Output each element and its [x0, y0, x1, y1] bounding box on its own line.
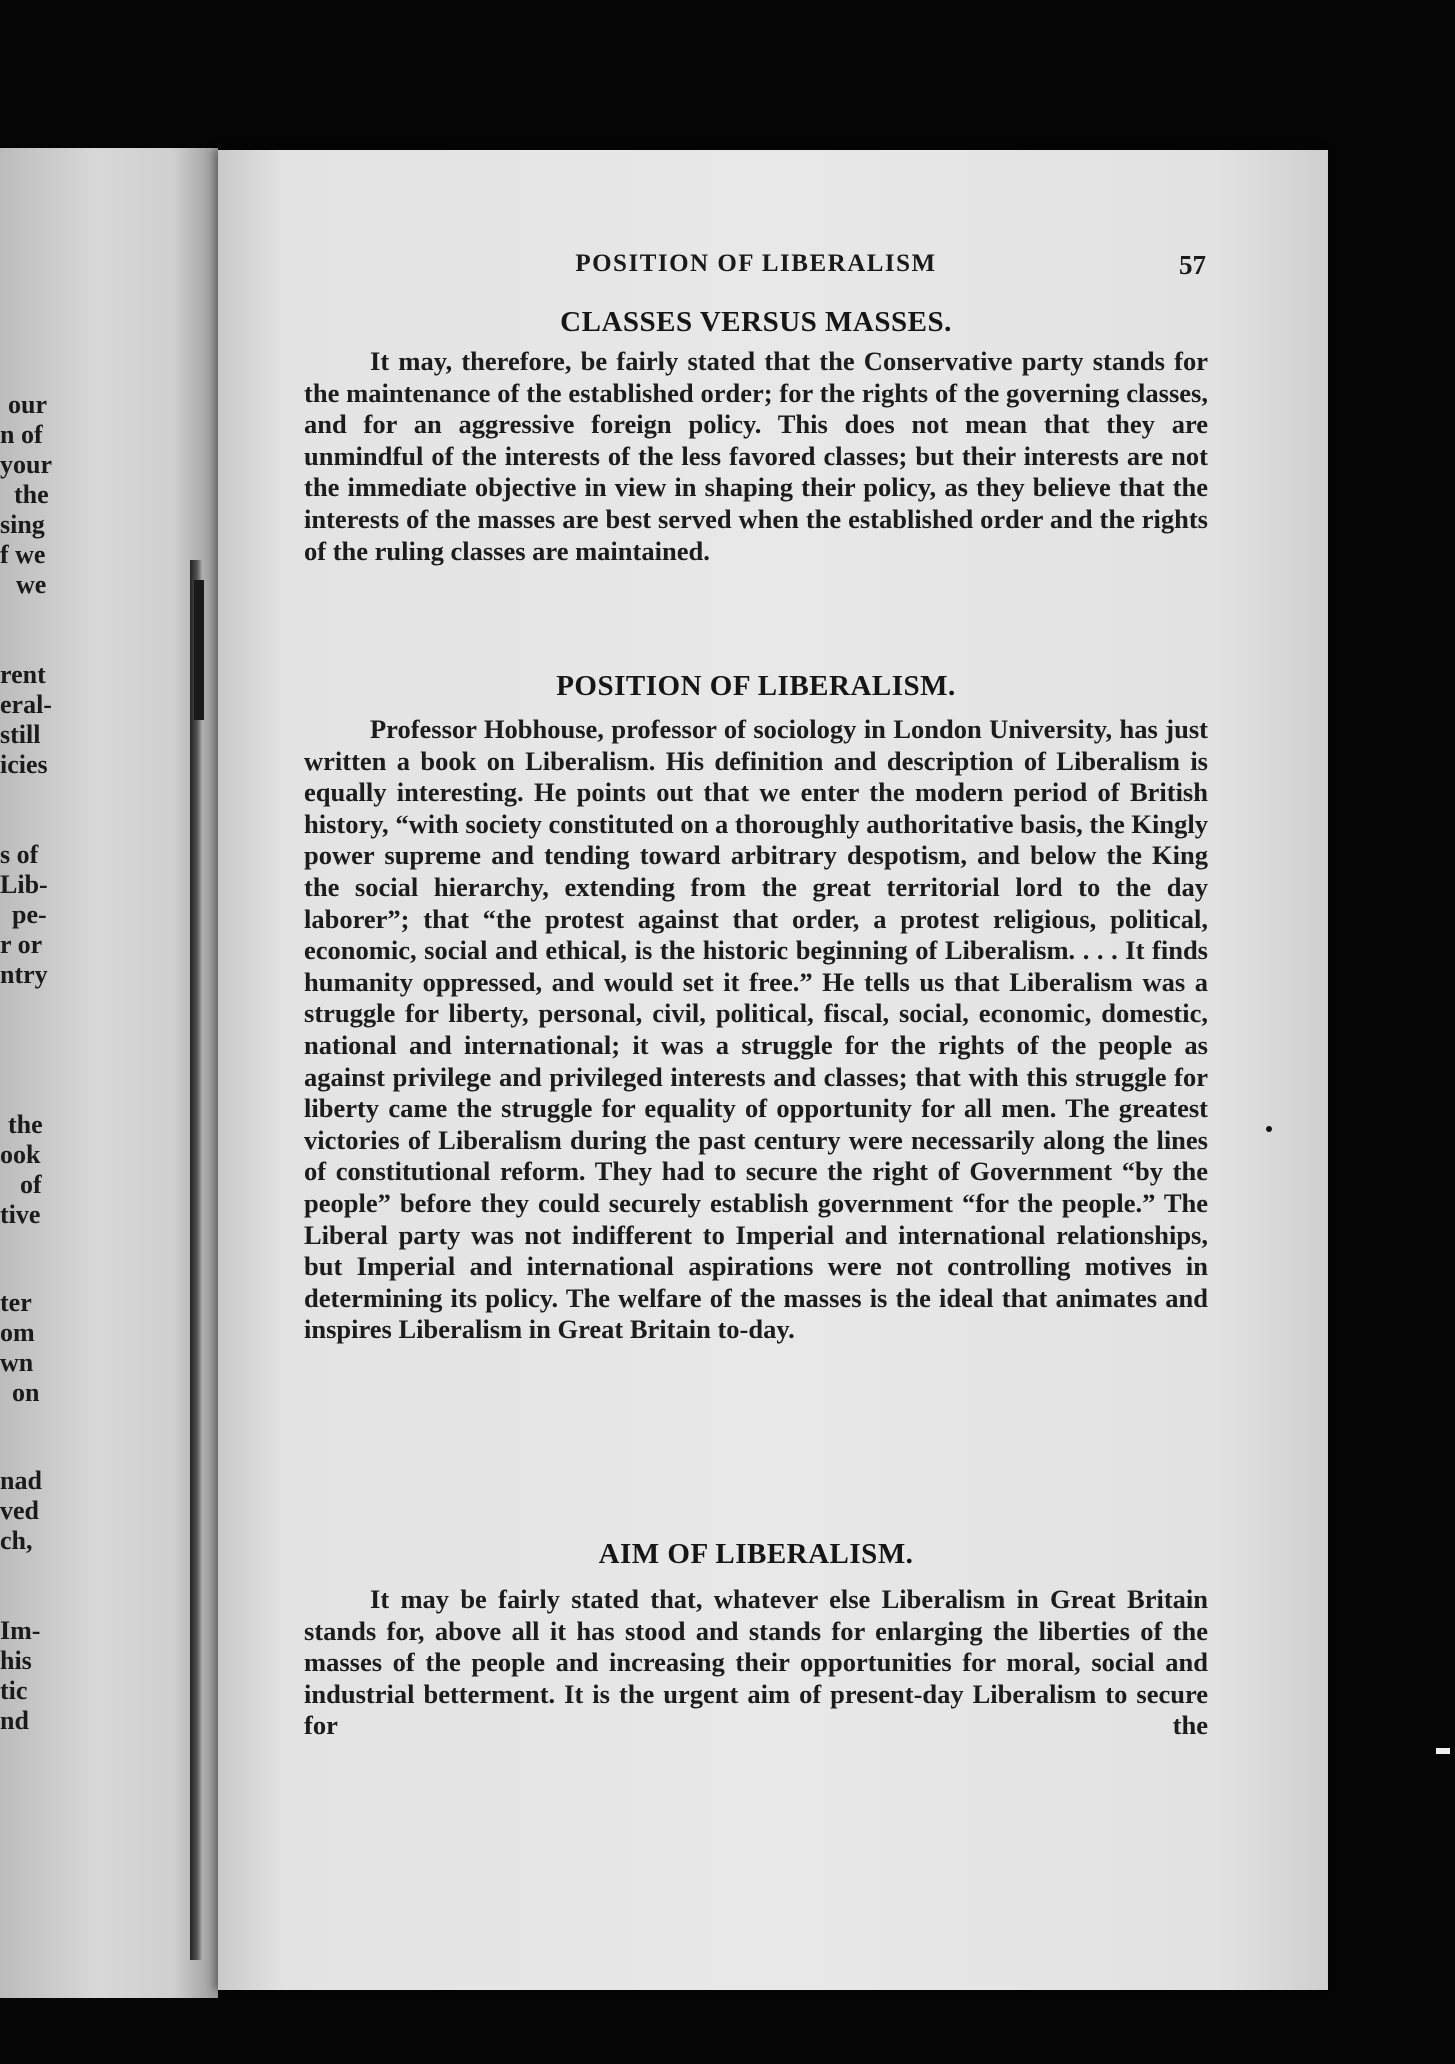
section-paragraph: Professor Hobhouse, professor of sociology in London University, has just written a book on Liberalism. His definition and description of Liberalism is equally interesting. He points out that we enter the modern period of British history, “with society constituted on a thoroughly authoritative basis, the Kingly power supreme and tending toward arbitrary despotism, and below the King the social hierarchy, extending from the great territorial lord to the day laborer”; that “the protest against that order, a protest religious, political, economic, social and ethical, is the historic beginning of Liberalism. . . . It finds humanity oppressed, and would set it free.” He tells us that Liberalism was a struggle for liberty, personal, civil, political, fiscal, social, economic, domestic, national and international; it was a struggle for the rights of the people as against privilege and privileged interests and classes; that with this struggle for liberty came the struggle for equality of opportunity for all men. The greatest victories of Liberalism during the past century were necessarily along the lines of constitutional reform. They had to secure the right of Government “by the people” before they could securely establish government “for the people.” The Liberal party was not indifferent to Imperial and international relationships, but Imperial and international aspirations were not controlling motives in determining its policy. The welfare of the masses is the ideal that animates and inspires Liberalism in Great Britain to-day.	[304, 714, 1208, 1345]
facing-fragment: icies	[0, 750, 48, 779]
facing-fragment: still	[0, 720, 41, 749]
facing-fragment: we	[16, 570, 47, 599]
facing-fragment: tic	[0, 1676, 28, 1705]
facing-fragment: nad	[0, 1466, 42, 1495]
page-number: 57	[1179, 250, 1206, 280]
facing-fragment: of	[20, 1170, 42, 1199]
section-paragraph: It may be fairly stated that, whatever else Liberalism in Great Britain stands for, above all it has stood and stands for enlarging the liberties of the masses of the people and increasing their opportunities for moral, social and industrial betterment. It is the urgent aim of present-day Liberalism to secure for the	[304, 1584, 1208, 1741]
facing-fragment: the	[8, 1110, 43, 1139]
book-spine-shadow	[190, 560, 202, 1960]
scan-speck	[1436, 1748, 1450, 1754]
facing-fragment: Lib-	[0, 870, 48, 899]
running-head	[304, 250, 1208, 290]
running-title: POSITION OF LIBERALISM	[575, 250, 937, 277]
section-heading: POSITION OF LIBERALISM.	[556, 670, 956, 702]
facing-fragment: pe-	[12, 900, 47, 929]
facing-fragment: your	[0, 450, 52, 479]
scan-speck	[1266, 1126, 1272, 1132]
section-paragraph: It may, therefore, be fairly stated that the Conservative party stands for the maintenance of the established order; for the rights of the governing classes, and for an aggressive foreign policy. This does not mean that they are unmindful of the interests of the less favored classes; but their interests are not the immediate objective in view in shaping their policy, as they believe that the interests of the masses are best served when the established order and the rights of the ruling classes are maintained.	[304, 346, 1208, 566]
facing-fragment: ntry	[0, 960, 48, 989]
facing-fragment: s of	[0, 840, 39, 869]
facing-fragment: n of	[0, 420, 43, 449]
facing-fragment: f we	[0, 540, 46, 569]
facing-fragment: his	[0, 1646, 32, 1675]
facing-fragment: ch,	[0, 1526, 33, 1555]
section-heading: CLASSES VERSUS MASSES.	[560, 306, 952, 338]
book-spine-edge	[194, 580, 204, 720]
facing-fragment: ved	[0, 1496, 39, 1525]
facing-fragment: rent	[0, 660, 46, 689]
facing-fragment: Im-	[0, 1616, 41, 1645]
book-page	[218, 150, 1328, 1990]
facing-fragment: ook	[0, 1140, 41, 1169]
facing-fragment: our	[8, 390, 47, 419]
facing-fragment: r or	[0, 930, 43, 959]
facing-fragment: wn	[0, 1348, 34, 1377]
facing-fragment: on	[12, 1378, 40, 1407]
facing-fragment: om	[0, 1318, 35, 1347]
facing-page-edge	[0, 148, 218, 1998]
facing-fragment: tive	[0, 1200, 41, 1229]
section-heading: AIM OF LIBERALISM.	[598, 1538, 914, 1570]
facing-fragment: nd	[0, 1706, 29, 1735]
facing-fragment: sing	[0, 510, 45, 539]
facing-fragment: the	[14, 480, 49, 509]
facing-fragment: ter	[0, 1288, 32, 1317]
facing-fragment: eral-	[0, 690, 52, 719]
